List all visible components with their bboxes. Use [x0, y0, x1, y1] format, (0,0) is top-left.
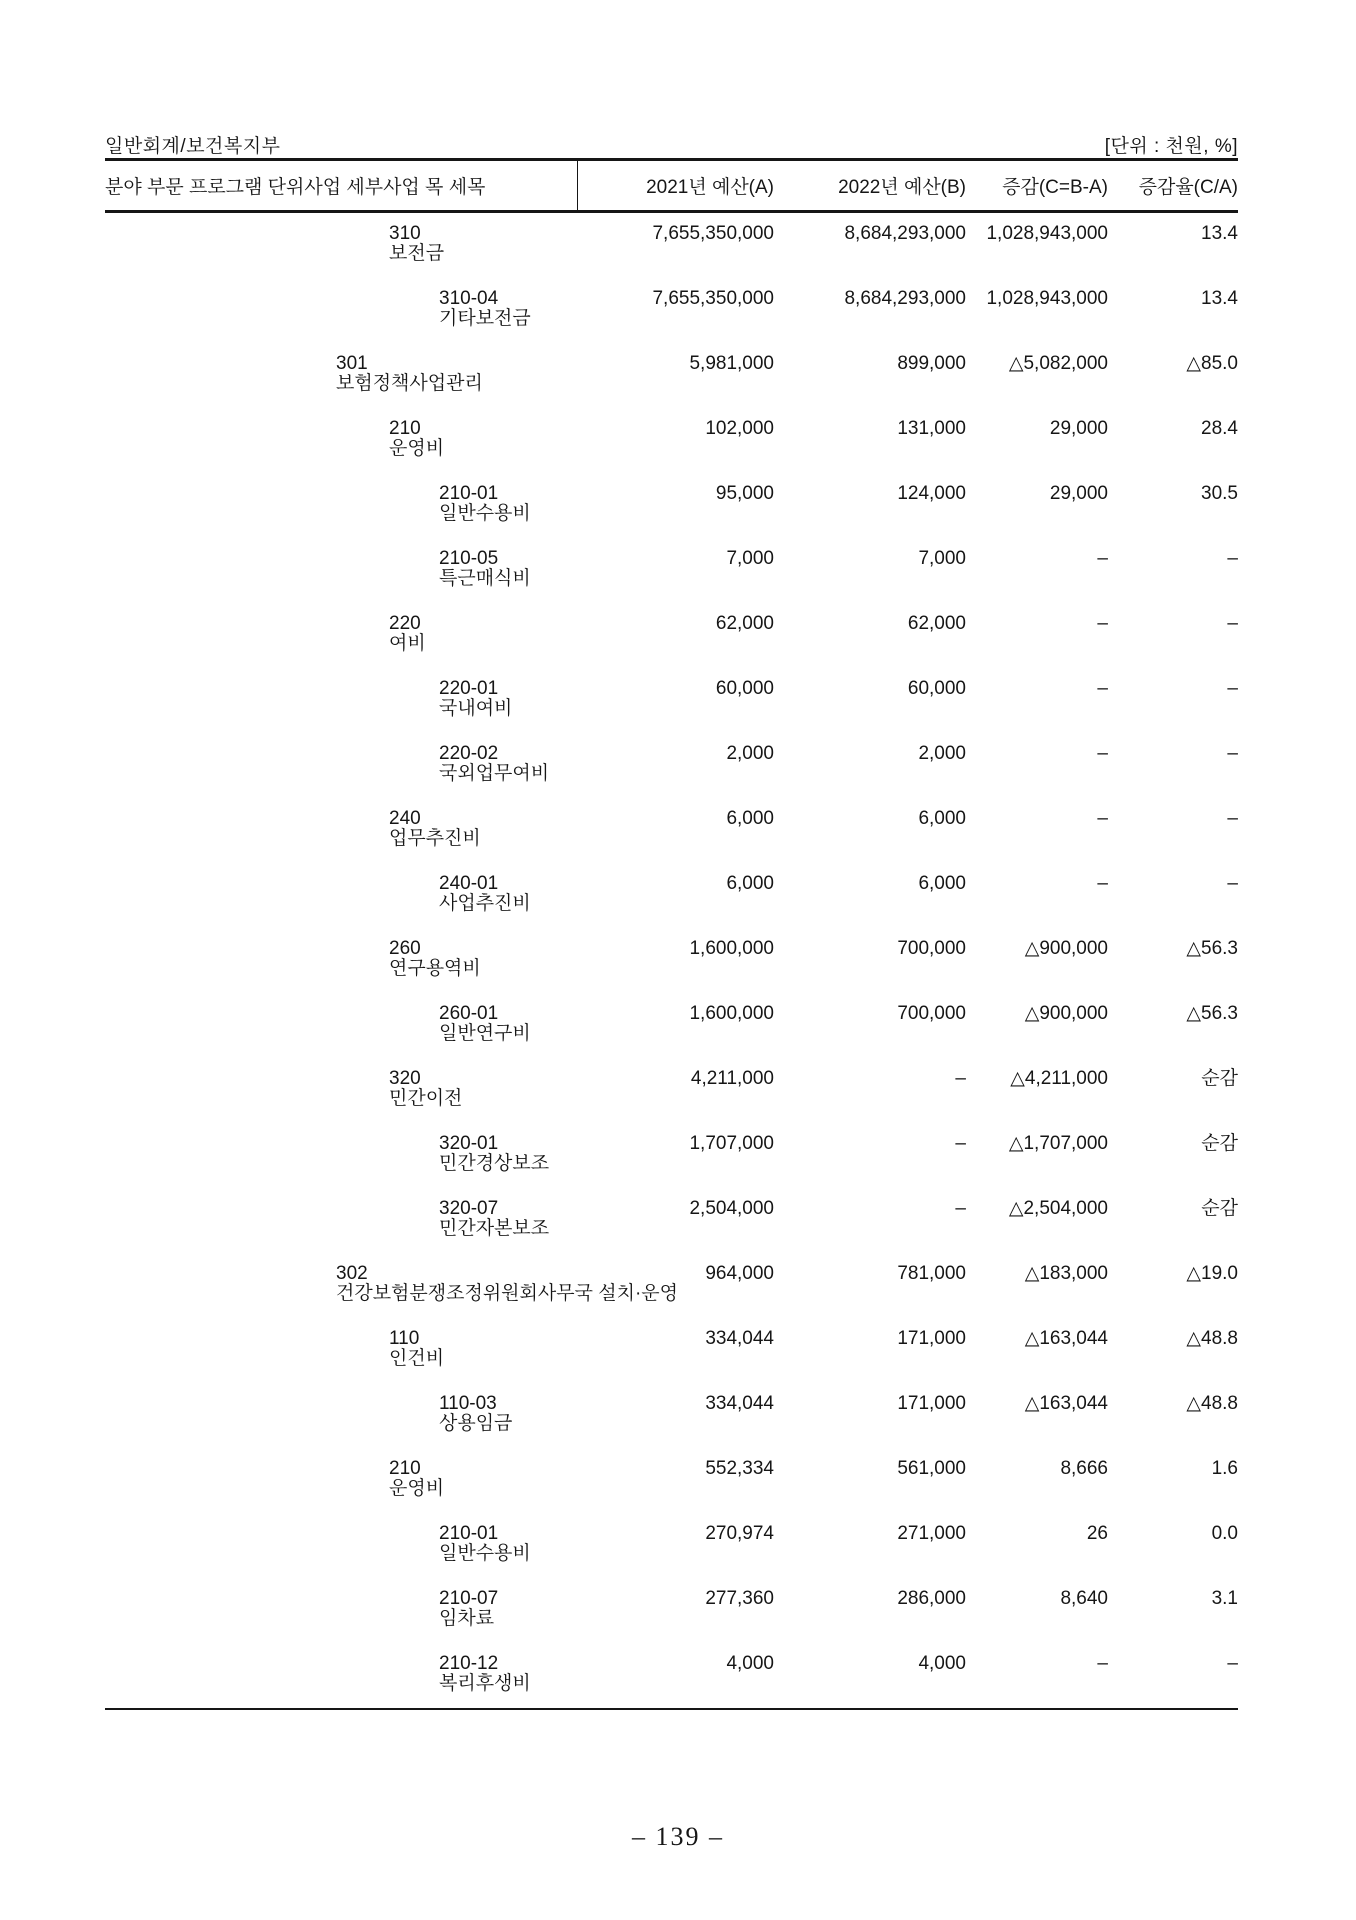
change-rate-value: –: [1227, 808, 1238, 829]
item-label-cell: [105, 939, 577, 993]
item-name: 보험정책사업관리: [336, 373, 483, 394]
budget-2021-value: 2,000: [726, 743, 774, 764]
budget-2021-value: 7,655,350,000: [652, 223, 774, 244]
item-name: 여비: [389, 633, 426, 654]
budget-2021-value: 334,044: [705, 1393, 774, 1414]
item-name: 일반연구비: [439, 1023, 531, 1044]
budget-2021-value: 7,655,350,000: [652, 288, 774, 309]
item-name: 국외업무여비: [439, 763, 550, 784]
item-name: 민간자본보조: [439, 1218, 550, 1239]
item-label-cell: [105, 549, 577, 603]
change-rate-value: 13.4: [1201, 288, 1238, 309]
budget-2022-value: 700,000: [897, 1003, 966, 1024]
change-value: △4,211,000: [1010, 1068, 1108, 1089]
page-number: – 139 –: [632, 1822, 724, 1851]
change-rate-value: 0.0: [1211, 1523, 1238, 1544]
item-label-cell: [105, 809, 577, 863]
item-code: 260: [389, 938, 421, 959]
budget-2022-value: 781,000: [897, 1263, 966, 1284]
item-code: 302: [336, 1263, 368, 1284]
change-rate-value: 순감: [1201, 1068, 1238, 1089]
item-name: 인건비: [389, 1348, 445, 1369]
budget-2022-value: 171,000: [897, 1328, 966, 1349]
budget-2022-value: 62,000: [907, 613, 966, 634]
budget-2022-value: 271,000: [897, 1523, 966, 1544]
item-label-cell: [105, 1263, 678, 1318]
table-row: [105, 538, 1238, 603]
change-rate-value: △48.8: [1186, 1328, 1238, 1349]
item-code: 240-01: [439, 873, 499, 894]
item-name: 민간이전: [389, 1088, 463, 1109]
change-value: –: [1097, 678, 1108, 699]
table-row: [105, 1253, 1238, 1318]
change-rate-value: 1.6: [1211, 1458, 1238, 1479]
item-code: 320-01: [439, 1133, 499, 1154]
change-value: △163,044: [1024, 1393, 1108, 1414]
budget-2021-value: 270,974: [705, 1523, 774, 1544]
change-value: △183,000: [1024, 1263, 1108, 1284]
column-header-budget-2022: 2022년 예산(B): [838, 177, 966, 198]
budget-2021-value: 62,000: [715, 613, 774, 634]
item-name: 건강보험분쟁조정위원회사무국 설치·운영: [336, 1283, 678, 1304]
change-value: 29,000: [1049, 483, 1108, 504]
budget-2021-value: 6,000: [726, 873, 774, 894]
item-name: 운영비: [389, 1478, 445, 1499]
item-label-cell: [105, 354, 577, 408]
change-value: △5,082,000: [1008, 353, 1108, 374]
table-body: [105, 213, 1238, 1710]
budget-2022-value: 2,000: [918, 743, 966, 764]
item-name: 상용임금: [439, 1413, 513, 1434]
change-value: △1,707,000: [1008, 1133, 1108, 1154]
budget-2022-value: 700,000: [897, 938, 966, 959]
change-value: –: [1097, 613, 1108, 634]
item-name: 일반수용비: [439, 503, 531, 524]
item-code: 210-05: [439, 548, 499, 569]
table-row: [105, 1513, 1238, 1578]
item-code: 320: [389, 1068, 421, 1089]
item-label-cell: [105, 1004, 577, 1058]
item-code: 320-07: [439, 1198, 499, 1219]
item-code: 110: [389, 1328, 420, 1349]
budget-2022-value: 131,000: [897, 418, 966, 439]
change-value: –: [1097, 548, 1108, 569]
budget-2021-value: 4,211,000: [690, 1068, 774, 1089]
item-code: 220-02: [439, 743, 499, 764]
item-name: 일반수용비: [439, 1543, 531, 1564]
budget-2022-value: 561,000: [897, 1458, 966, 1479]
item-code: 210-12: [439, 1653, 499, 1674]
item-label-cell: [105, 484, 577, 538]
table-row: [105, 343, 1238, 408]
change-value: △900,000: [1024, 938, 1108, 959]
change-rate-value: 13.4: [1201, 223, 1238, 244]
budget-2021-value: 2,504,000: [689, 1198, 774, 1219]
table-row: [105, 798, 1238, 863]
table-row: [105, 408, 1238, 473]
change-value: 8,666: [1060, 1458, 1108, 1479]
document-header: [105, 131, 1238, 158]
item-label-cell: [105, 1069, 577, 1123]
budget-2022-value: 60,000: [907, 678, 966, 699]
budget-2022-value: 8,684,293,000: [844, 288, 966, 309]
budget-2021-value: 7,000: [726, 548, 774, 569]
account-ministry-label: 일반회계/보건복지부: [105, 136, 281, 157]
budget-2022-value: 6,000: [918, 808, 966, 829]
item-code: 210: [389, 418, 421, 439]
budget-2021-value: 5,981,000: [689, 353, 774, 374]
table-row: [105, 213, 1238, 278]
budget-2022-value: –: [955, 1133, 966, 1154]
budget-2022-value: 4,000: [918, 1653, 966, 1674]
budget-2021-value: 1,707,000: [689, 1133, 774, 1154]
budget-2022-value: 8,684,293,000: [844, 223, 966, 244]
budget-2021-value: 4,000: [726, 1653, 774, 1674]
item-name: 연구용역비: [389, 958, 481, 979]
item-name: 사업추진비: [439, 893, 531, 914]
item-label-cell: [105, 679, 577, 733]
table-row: [105, 1448, 1238, 1513]
change-rate-value: –: [1227, 873, 1238, 894]
item-label-cell: [105, 1199, 577, 1253]
budget-2021-value: 6,000: [726, 808, 774, 829]
budget-2022-value: 7,000: [918, 548, 966, 569]
item-name: 민간경상보조: [439, 1153, 550, 1174]
item-label-cell: [105, 874, 577, 928]
item-label-cell: [105, 1589, 577, 1643]
change-value: 26: [1086, 1523, 1108, 1544]
change-rate-value: 순감: [1201, 1133, 1238, 1154]
budget-2021-value: 334,044: [705, 1328, 774, 1349]
table-row: [105, 863, 1238, 928]
unit-note: [단위 : 천원, %]: [1104, 136, 1238, 157]
item-code: 310-04: [439, 288, 499, 309]
table-row: [105, 928, 1238, 993]
budget-2022-value: 6,000: [918, 873, 966, 894]
change-rate-value: △85.0: [1186, 353, 1238, 374]
budget-2021-value: 964,000: [705, 1263, 774, 1284]
change-value: –: [1097, 743, 1108, 764]
item-code: 220: [389, 613, 421, 634]
change-rate-value: –: [1227, 548, 1238, 569]
item-code: 310: [389, 223, 421, 244]
change-value: △163,044: [1024, 1328, 1108, 1349]
budget-2021-value: 60,000: [715, 678, 774, 699]
change-value: 29,000: [1049, 418, 1108, 439]
item-label-cell: [105, 1524, 577, 1578]
table-row: [105, 603, 1238, 668]
item-label-cell: [105, 289, 577, 343]
change-value: 8,640: [1060, 1588, 1108, 1609]
budget-2021-value: 95,000: [715, 483, 774, 504]
table-header-row: [105, 158, 1238, 213]
budget-2022-value: 899,000: [897, 353, 966, 374]
item-code: 240: [389, 808, 421, 829]
table-row: [105, 1058, 1238, 1123]
change-rate-value: 28.4: [1201, 418, 1238, 439]
change-rate-value: △56.3: [1186, 1003, 1238, 1024]
item-code: 110-03: [439, 1393, 497, 1414]
budget-2021-value: 1,600,000: [689, 1003, 774, 1024]
change-rate-value: 순감: [1201, 1198, 1238, 1219]
change-rate-value: △19.0: [1186, 1263, 1238, 1284]
change-rate-value: –: [1227, 743, 1238, 764]
change-rate-value: –: [1227, 613, 1238, 634]
table-row: [105, 1318, 1238, 1383]
item-label-cell: [105, 1459, 577, 1513]
budget-2022-value: 171,000: [897, 1393, 966, 1414]
change-rate-value: △48.8: [1186, 1393, 1238, 1414]
change-rate-value: –: [1227, 678, 1238, 699]
budget-2022-value: 286,000: [897, 1588, 966, 1609]
item-label-cell: [105, 614, 577, 668]
change-rate-value: 3.1: [1211, 1588, 1238, 1609]
table-row: [105, 993, 1238, 1058]
item-label-cell: [105, 1654, 577, 1708]
budget-2021-value: 102,000: [705, 418, 774, 439]
change-value: –: [1097, 873, 1108, 894]
change-value: 1,028,943,000: [986, 223, 1108, 244]
table-row: [105, 1383, 1238, 1448]
budget-2022-value: –: [955, 1068, 966, 1089]
table-row: [105, 733, 1238, 798]
change-rate-value: △56.3: [1186, 938, 1238, 959]
table-row: [105, 668, 1238, 733]
item-code: 210-01: [439, 1523, 499, 1544]
change-rate-value: –: [1227, 1653, 1238, 1674]
item-name: 복리후생비: [439, 1673, 531, 1694]
table-row: [105, 1643, 1238, 1708]
change-value: △900,000: [1024, 1003, 1108, 1024]
column-header-change: 증감(C=B-A): [1002, 177, 1108, 198]
item-label-cell: [105, 1329, 577, 1383]
change-value: 1,028,943,000: [986, 288, 1108, 309]
budget-2021-value: 552,334: [705, 1458, 774, 1479]
item-name: 보전금: [389, 243, 445, 264]
item-code: 220-01: [439, 678, 499, 699]
item-name: 특근매식비: [439, 568, 531, 589]
item-label-cell: [105, 1394, 577, 1448]
item-name: 국내여비: [439, 698, 513, 719]
item-code: 260-01: [439, 1003, 499, 1024]
item-name: 운영비: [389, 438, 445, 459]
change-rate-value: 30.5: [1201, 483, 1238, 504]
table-row: [105, 1123, 1238, 1188]
item-name: 임차료: [439, 1608, 495, 1629]
change-value: △2,504,000: [1008, 1198, 1108, 1219]
item-name: 업무추진비: [389, 828, 481, 849]
budget-2022-value: 124,000: [897, 483, 966, 504]
item-code: 210-01: [439, 483, 499, 504]
budget-2021-value: 1,600,000: [689, 938, 774, 959]
budget-2022-value: –: [955, 1198, 966, 1219]
item-code: 210-07: [439, 1588, 499, 1609]
table-row: [105, 473, 1238, 538]
column-header-change-rate: 증감율(C/A): [1138, 177, 1238, 198]
item-name: 기타보전금: [439, 308, 531, 329]
column-header-classification: 분야 부문 프로그램 단위사업 세부사업 목 세목: [105, 177, 486, 198]
table-row: [105, 1578, 1238, 1643]
item-code: 210: [389, 1458, 421, 1479]
budget-2021-value: 277,360: [705, 1588, 774, 1609]
change-value: –: [1097, 808, 1108, 829]
item-label-cell: [105, 419, 577, 473]
column-divider-line: [577, 161, 578, 210]
item-label-cell: [105, 744, 577, 798]
column-header-budget-2021: 2021년 예산(A): [646, 177, 774, 198]
change-value: –: [1097, 1653, 1108, 1674]
item-label-cell: [105, 1134, 577, 1188]
table-row: [105, 278, 1238, 343]
item-code: 301: [336, 353, 368, 374]
table-row: [105, 1188, 1238, 1253]
item-label-cell: [105, 224, 577, 278]
